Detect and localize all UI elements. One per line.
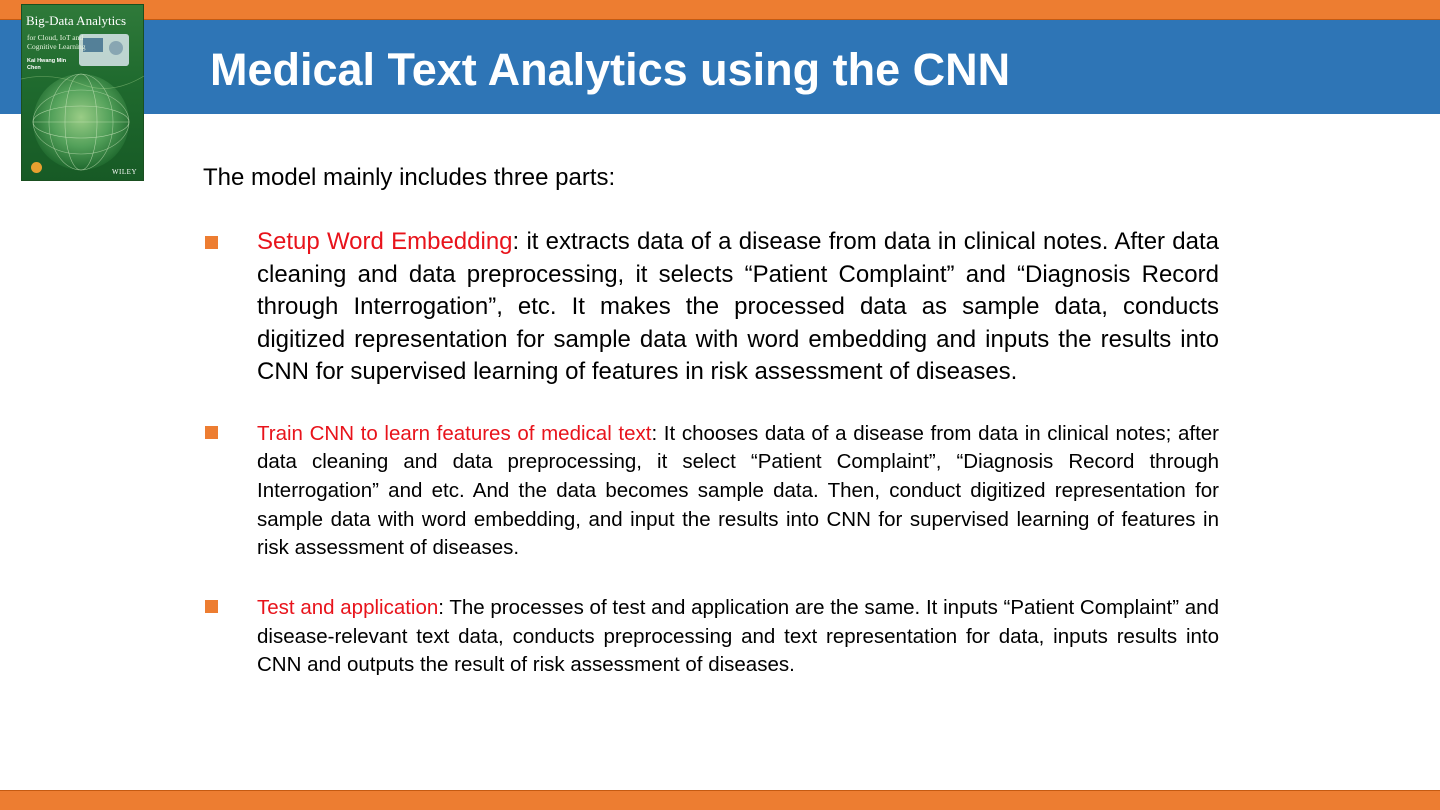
bullet-heading: Test and application xyxy=(257,596,439,620)
globe-graphic xyxy=(21,4,144,181)
book-subtitle: for Cloud, IoT and Cognitive Learning xyxy=(27,33,86,51)
bottom-accent-bar xyxy=(0,790,1440,810)
bottom-accent-line xyxy=(0,790,1440,791)
bullet-item-train-cnn xyxy=(203,420,1219,564)
book-cover-image xyxy=(21,4,144,181)
bullet-heading: Setup Word Embedding xyxy=(257,228,513,255)
book-authors: Kai Hwang Min Chen xyxy=(27,58,67,71)
intro-text: The model mainly includes three parts: xyxy=(203,164,616,191)
book-publisher: WILEY xyxy=(111,168,137,176)
bullet-text: : It chooses data of a disease from data in clinical notes; after data cleaning and data preprocessing, it select “Patient Complaint”, “Diagnosis Record through Interrogation” and etc. And the data becomes sample data. Then, conduct digitized representation for sample data with word embedding, and input the results into CNN for supervised learning of features in risk assessment of diseases. xyxy=(257,421,1219,560)
bullet-text: : The processes of test and application are the same. It inputs “Patient Complaint” and disease-relevant text data, conducts preprocessing and text representation for data, inputs results into CNN and outputs the result of risk assessment of diseases. xyxy=(257,596,1219,677)
bullet-text: : it extracts data of a disease from data in clinical notes. After data cleaning and data preprocessing, it selects “Patient Complaint” and “Diagnosis Record through Interrogation”, etc. It makes the processed data as sample data, conducts digitized representation for sample data with word embedding and inputs the results into CNN for supervised learning of features in risk assessment of diseases. xyxy=(257,228,1219,385)
bullet-item-test-application xyxy=(203,594,1219,680)
slide-title: Medical Text Analytics using the CNN xyxy=(210,44,1011,95)
slide-content xyxy=(203,160,1219,680)
bullet-heading: Train CNN to learn features of medical text xyxy=(257,421,652,445)
square-bullet-icon xyxy=(205,600,218,613)
bullet-item-word-embedding xyxy=(203,226,1219,389)
book-title: Big-Data Analytics xyxy=(26,13,127,28)
top-accent-bar xyxy=(0,0,1440,20)
square-bullet-icon xyxy=(205,426,218,439)
publisher-logo-icon xyxy=(31,162,42,173)
square-bullet-icon xyxy=(205,236,218,249)
